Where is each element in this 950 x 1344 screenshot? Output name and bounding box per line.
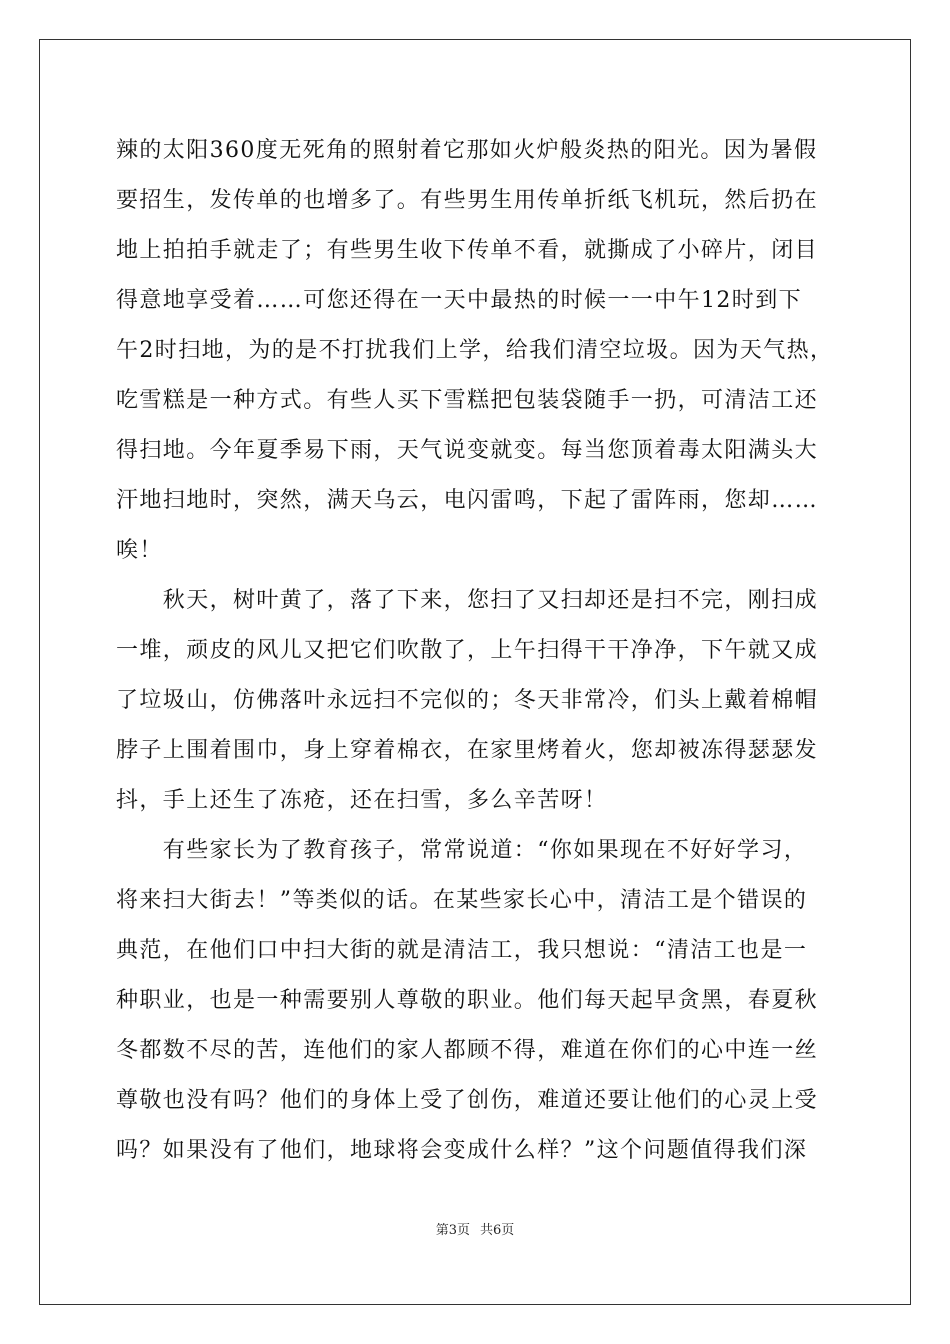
text-line: 地上拍拍手就走了；有些男生收下传单不看，就撕成了小碎片，闭目	[116, 238, 819, 263]
page-total: 共6页	[480, 1223, 515, 1238]
text-line: 秋天，树叶黄了，落了下来，您扫了又扫却还是扫不完，刚扫成	[116, 588, 819, 613]
text-line: 吃雪糕是一种方式。有些人买下雪糕把包装袋随手一扔，可清洁工还	[116, 388, 819, 413]
document-body	[116, 126, 836, 1176]
page-number: 第3页	[435, 1223, 470, 1238]
text-line: 冬都数不尽的苦，连他们的家人都顾不得，难道在你们的心中连一丝	[116, 1038, 819, 1063]
text-line: 唉！	[116, 538, 163, 563]
page-footer	[0, 1219, 950, 1238]
text-line: 午2时扫地，为的是不打扰我们上学，给我们清空垃圾。因为天气热，	[116, 338, 834, 363]
text-line: 一堆，顽皮的风儿又把它们吹散了，上午扫得干干净净，下午就又成	[116, 638, 819, 663]
text-line: 有些家长为了教育孩子，常常说道：“你如果现在不好好学习，	[116, 838, 808, 863]
text-line: 抖，手上还生了冻疮，还在扫雪，多么辛苦呀！	[116, 788, 608, 813]
text-line: 典范，在他们口中扫大街的就是清洁工，我只想说：“清洁工也是一	[116, 938, 808, 963]
text-line: 要招生，发传单的也增多了。有些男生用传单折纸飞机玩，然后扔在	[116, 188, 819, 213]
text-line: 辣的太阳360度无死角的照射着它那如火炉般炎热的阳光。因为暑假	[116, 138, 818, 163]
text-line: 得意地享受着……可您还得在一天中最热的时候一一中午12时到下	[116, 288, 802, 313]
text-line: 种职业，也是一种需要别人尊敬的职业。他们每天起早贪黑，春夏秋	[116, 988, 819, 1013]
text-line: 尊敬也没有吗？他们的身体上受了创伤，难道还要让他们的心灵上受	[116, 1088, 819, 1113]
text-line: 了垃圾山，仿佛落叶永远扫不完似的；冬天非常冷，们头上戴着棉帽	[116, 688, 819, 713]
text-line: 得扫地。今年夏季易下雨，天气说变就变。每当您顶着毒太阳满头大	[116, 438, 819, 463]
text-line: 汗地扫地时，突然，满天乌云，电闪雷鸣，下起了雷阵雨，您却……	[116, 488, 819, 513]
text-line: 吗？如果没有了他们，地球将会变成什么样？”这个问题值得我们深	[116, 1138, 808, 1163]
text-line: 将来扫大街去！”等类似的话。在某些家长心中，清洁工是个错误的	[116, 888, 808, 913]
text-line: 脖子上围着围巾，身上穿着棉衣，在家里烤着火，您却被冻得瑟瑟发	[116, 738, 819, 763]
